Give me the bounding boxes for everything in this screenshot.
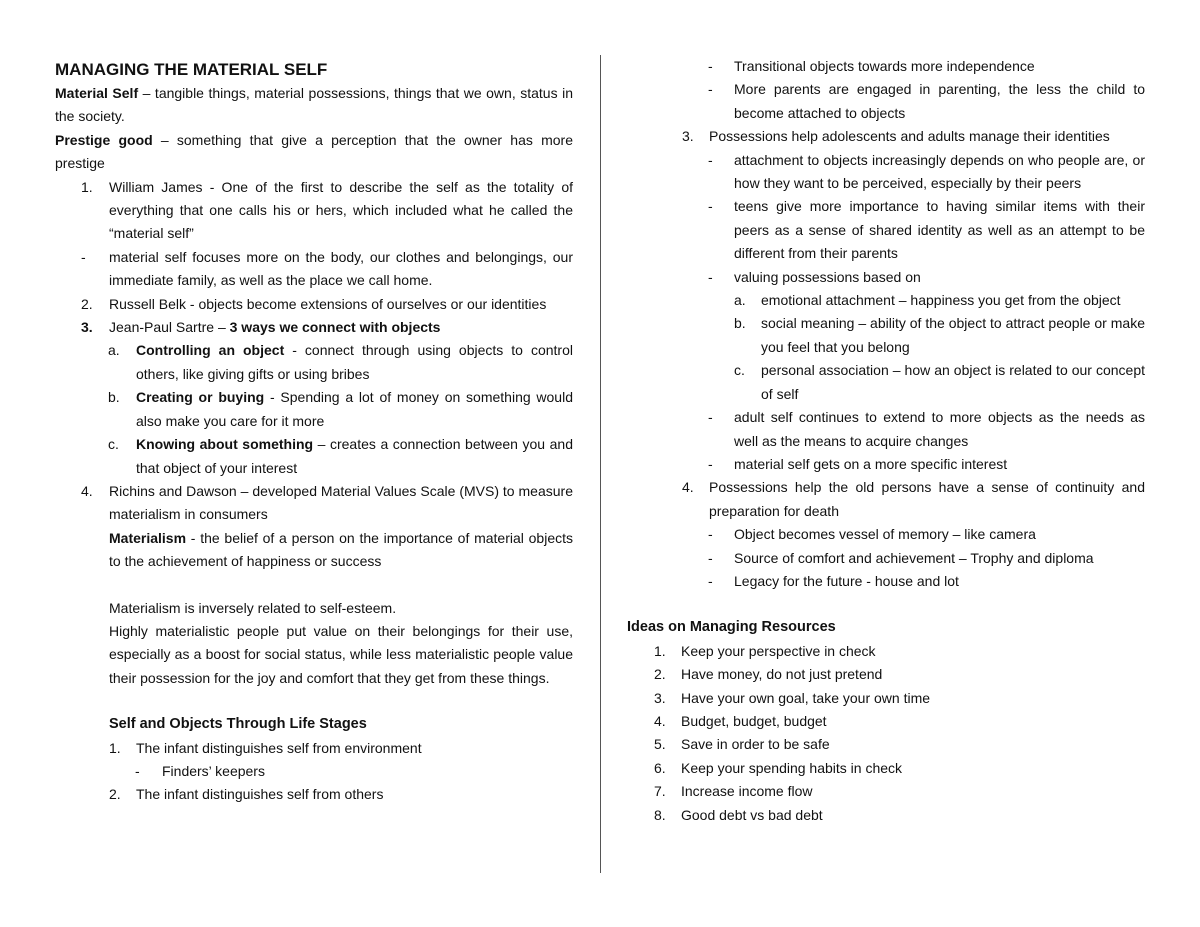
list-item: 2. Russell Belk - objects become extensions of ourselves or our identities [81, 295, 547, 312]
list-item: - teens give more importance to having similar items with their peers as a sense of shared identity as well as an attempt to be different from their parents [708, 198, 1145, 262]
page-title: MANAGING THE MATERIAL SELF [55, 60, 328, 79]
ideas-list-item: 7. Increase income flow [654, 783, 813, 800]
column-divider [600, 55, 601, 873]
material-self-definition: Material Self – tangible things, material possessions, things that we own, status in the society. [55, 85, 573, 125]
ideas-list-item: 6. Keep your spending habits in check [654, 759, 903, 776]
list-item: - Object becomes vessel of memory – like camera [708, 526, 1036, 543]
list-item: - Legacy for the future - house and lot [708, 572, 959, 589]
list-item: - material self focuses more on the body, our clothes and belongings, our immediate family, as well as the place we call home. [81, 248, 573, 289]
ideas-list-item: 8. Good debt vs bad debt [654, 806, 823, 823]
list-item: 4. Possessions help the old persons have a sense of continuity and preparation for death [682, 479, 1145, 519]
list-item: - Source of comfort and achievement – Trophy and diploma [708, 549, 1094, 566]
ideas-list [654, 640, 1145, 827]
materialism-paragraph: Highly materialistic people put value on their belongings for their use, especially as a boost for social status, while less materialistic people value their possession for the joy and comfort that they get from these things. [109, 622, 573, 686]
list-item: c. Knowing about something – creates a connection between you and that object of your interest [108, 436, 573, 476]
list-item: 3. Possessions help adolescents and adults manage their identities [682, 128, 1110, 145]
ideas-list-item: 3. Have your own goal, take your own time [654, 689, 931, 706]
list-item: 1. The infant distinguishes self from environment [109, 739, 422, 756]
materialism-definition: Materialism - the belief of a person on the importance of material objects to the achievement of happiness or success [109, 529, 573, 570]
list-item: b. Creating or buying - Spending a lot of money on something would also make you care for it more [108, 389, 573, 429]
list-item: c. personal association – how an object is related to our concept of self [734, 362, 1145, 402]
list-item: a. emotional attachment – happiness you get from the object [734, 292, 1121, 309]
prestige-good-definition: Prestige good – something that give a perception that the owner has more prestige [55, 131, 573, 172]
ideas-list-item: 4. Budget, budget, budget [654, 712, 827, 729]
prestige-good-term: Prestige good [55, 131, 153, 148]
list-item: - attachment to objects increasingly depends on who people are, or how they want to be perceived, especially by their peers [708, 151, 1145, 192]
list-item: 2. The infant distinguishes self from others [109, 786, 384, 803]
list-item: - adult self continues to extend to more objects as the needs as well as the means to acquire changes [708, 409, 1145, 449]
ideas-list-item: 5. Save in order to be safe [654, 736, 830, 753]
list-item: - More parents are engaged in parenting, the less the child to become attached to objects [708, 81, 1145, 121]
right-column [627, 55, 1145, 827]
materialism-self-esteem: Materialism is inversely related to self-esteem. [109, 599, 397, 616]
list-item: a. Controlling an object - connect through using objects to control others, like giving gifts or using bribes [108, 342, 573, 382]
left-column [55, 58, 573, 807]
list-item: b. social meaning – ability of the object to attract people or make you feel that you belong [734, 315, 1145, 355]
list-item: - material self gets on a more specific interest [708, 455, 1008, 472]
list-item: 4. Richins and Dawson – developed Material Values Scale (MVS) to measure materialism in consumers [81, 482, 573, 523]
list-item: - Transitional objects towards more independence [708, 58, 1035, 74]
ideas-heading: Ideas on Managing Resources [627, 619, 836, 636]
life-stages-heading: Self and Objects Through Life Stages [109, 716, 367, 733]
ideas-list-item: 1. Keep your perspective in check [654, 642, 876, 659]
ideas-list-item: 2. Have money, do not just pretend [654, 666, 883, 683]
list-item: - valuing possessions based on [708, 268, 921, 285]
list-item: 1. William James - One of the first to describe the self as the totality of everything that one calls his or hers, which included what he called the “material self” [81, 178, 573, 242]
list-item: 3. Jean-Paul Sartre – 3 ways we connect with objects [81, 319, 441, 336]
list-item: - Finders’ keepers [135, 762, 265, 779]
material-self-term: Material Self [55, 85, 139, 101]
